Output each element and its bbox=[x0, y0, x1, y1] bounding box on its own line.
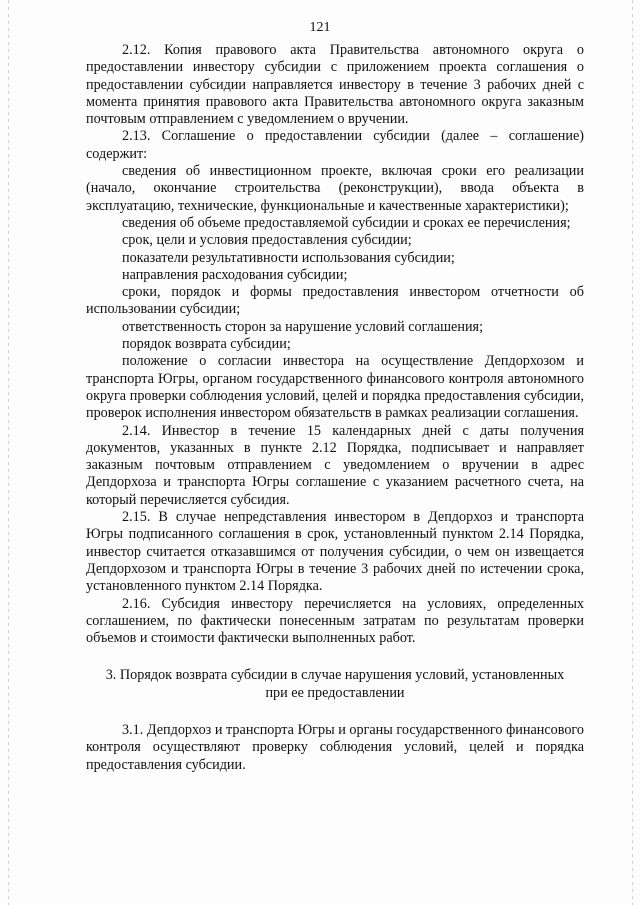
list-item: ответственность сторон за нарушение условий соглашения; bbox=[122, 318, 484, 335]
list-item: направления расходования субсидии; bbox=[122, 266, 348, 283]
list-item: сроки, порядок и формы предоставления инвестором отчетности об использовании субсидии; bbox=[86, 284, 584, 318]
section-3-heading-line2: при ее предоставлении bbox=[265, 684, 405, 701]
page-number: 121 bbox=[309, 20, 331, 35]
agreement-contents-list bbox=[86, 163, 584, 422]
scan-edge-right bbox=[632, 0, 633, 905]
paragraph-3-1: 3.1. Депдорхоз и транспорта Югры и органы государственного финансового контроля осуществляют проверку соблюдения условий, целей и порядка предоставления субсидии. bbox=[86, 721, 584, 773]
paragraph-2-15: 2.15. В случае непредставления инвестором в Депдорхоз и транспорта Югры подписанного соглашения в срок, установленный пунктом 2.14 Порядка, инвестор считается отказавшимся от получения субсидии, о чем он извещается Депдорхозом и транспорта Югры в течение 3 рабочих дней по истечении срока, установленного пунктом 2.14 Порядка. bbox=[86, 509, 584, 595]
list-item: срок, цели и условия предоставления субсидии; bbox=[122, 232, 412, 249]
list-item: положение о согласии инвестора на осуществление Депдорхозом и транспорта Югры, органом государственного финансового контроля автономного округа проверки соблюдения условий, целей и порядка предоставления субсидии, проверок исполнения инвестором обязательств в рамках реализации соглашения. bbox=[86, 353, 584, 422]
section-3-heading bbox=[86, 667, 584, 702]
list-item: порядок возврата субсидии; bbox=[122, 336, 291, 353]
list-item: сведения об инвестиционном проекте, включая сроки его реализации (начало, окончание строительства (реконструкции), ввода объекта в эксплуатацию, технические, функциональные и качественные характеристики); bbox=[86, 163, 584, 214]
paragraph-2-12: 2.12. Копия правового акта Правительства автономного округа о предоставлении инвестору субсидии с приложением проекта соглашения о предоставлении субсидии направляется инвестору в течение 3 рабочих дней с момента принятия правового акта Правительства автономного округа заказным почтовым отправлением с уведомлением о вручении. bbox=[86, 42, 584, 128]
document-body bbox=[86, 42, 584, 774]
list-item: показатели результативности использования субсидии; bbox=[122, 249, 455, 266]
paragraph-2-16: 2.16. Субсидия инвестору перечисляется на условиях, определенных соглашением, по фактически понесенным затратам по результатам проверки объемов и стоимости фактически выполненных работ. bbox=[86, 595, 584, 647]
paragraph-2-13: 2.13. Соглашение о предоставлении субсидии (далее – соглашение) содержит: bbox=[86, 128, 584, 162]
section-3-heading-line1: 3. Порядок возврата субсидии в случае нарушения условий, установленных bbox=[105, 667, 565, 684]
paragraph-2-14: 2.14. Инвестор в течение 15 календарных дней с даты получения документов, указанных в пункте 2.12 Порядка, подписывает и направляет заказным почтовым отправлением с уведомлением о вручении в адрес Депдорхоза и транспорта Югры соглашение с указанием расчетного счета, на который перечисляется субсидия. bbox=[86, 422, 584, 508]
list-item: сведения об объеме предоставляемой субсидии и сроках ее перечисления; bbox=[122, 214, 571, 231]
scan-edge-left bbox=[8, 0, 9, 905]
